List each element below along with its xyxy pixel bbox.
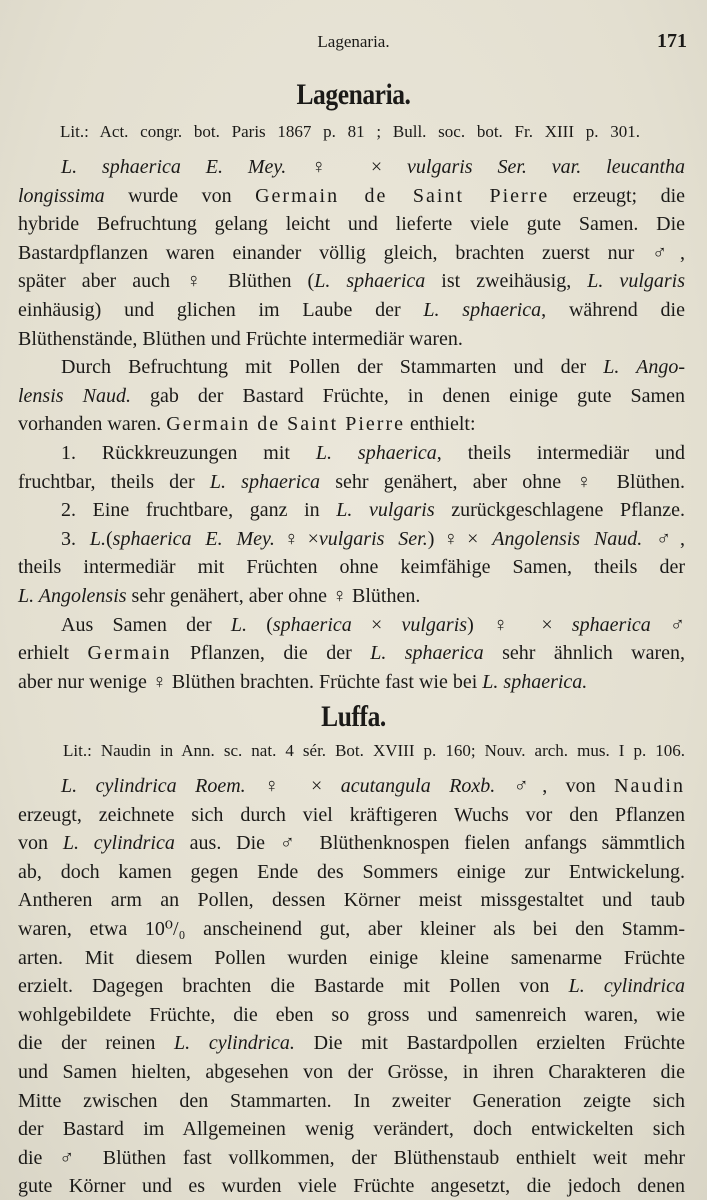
italic-text: vulgaris Ser. xyxy=(318,527,428,550)
text-run: gab der Bastard Früchte, in denen einige gute Samen xyxy=(130,384,685,407)
text-run: Antheren arm an Pollen, dessen Körner meist missgestaltet und taub xyxy=(18,889,685,912)
page-number: 171 xyxy=(657,30,687,52)
text-line xyxy=(18,1088,685,1114)
spaced-name-text: Germain de Saint Pierre xyxy=(166,413,405,436)
italic-text: lensis Naud. xyxy=(18,384,131,407)
text-run: der Bastard im Allgemeinen wenig verändert, doch entwickelten sich xyxy=(18,1118,685,1141)
section-title-luffa: Luffa. xyxy=(321,700,386,733)
text-run: erhielt xyxy=(18,642,88,665)
text-line xyxy=(18,240,685,266)
text-line xyxy=(18,469,685,495)
text-run: vorhanden waren. xyxy=(18,413,167,436)
text-run: , während die xyxy=(541,299,685,321)
text-run: Mitte zwischen den Stammarten. In zweiter Generation zeigte sich xyxy=(18,1089,685,1112)
spaced-name-text: Germain xyxy=(87,642,172,665)
running-head: Lagenaria. xyxy=(317,32,390,51)
text-run: aus. Die ♂ Blüthenknospen fielen anfangs sämmtlich xyxy=(174,832,685,855)
italic-text: L. sphaerica. xyxy=(482,670,588,693)
italic-text: L. vulgaris xyxy=(336,499,435,522)
text-line xyxy=(18,830,685,856)
italic-text: L. vulgaris xyxy=(587,270,685,293)
italic-text: sphaerica E. Mey. xyxy=(112,527,275,550)
text-run: von xyxy=(18,832,63,855)
text-line xyxy=(18,1145,685,1171)
text-run: ( xyxy=(246,613,273,636)
text-line xyxy=(18,887,685,913)
text-run: erzeugt; die xyxy=(549,184,686,207)
text-run: zurückgeschlagene Pflanze. xyxy=(434,499,685,522)
text-run: Blüthenstände, Blüthen und Früchte intermediär waren. xyxy=(18,327,463,350)
text-line xyxy=(18,411,685,437)
text-run: Bastardpflanzen waren einander völlig gleich, brachten zuerst nur ♂, xyxy=(18,241,685,264)
text-line xyxy=(18,859,685,885)
text-run: ist zweihäusig, xyxy=(425,270,588,293)
literature-reference-luffa: Lit.: Naudin in Ann. sc. nat. 4 sér. Bot. XVIII p. 160; Nouv. arch. mus. I p. 106. xyxy=(63,741,685,760)
text-line xyxy=(18,973,685,999)
text-run: die ♂ Blüthen fast vollkommen, der Blüthenstaub enthielt weit mehr xyxy=(18,1146,685,1169)
text-run: ♂, von xyxy=(495,775,615,797)
text-run: Durch Befruchtung mit Pollen der Stammarten und der xyxy=(61,356,604,379)
italic-text: L. sphaerica xyxy=(314,270,426,293)
text-run: )♀× xyxy=(427,527,493,550)
text-line xyxy=(61,526,685,552)
text-run: arten. Mit diesem Pollen wurden einige kleine samenarme Früchte xyxy=(18,946,685,969)
text-line xyxy=(61,612,685,638)
italic-text: L. sphaerica E. Mey. xyxy=(61,156,312,178)
text-run: sehr genähert, aber ohne ♀ Blüthen. xyxy=(320,470,686,493)
text-line xyxy=(61,440,685,466)
italic-text: vulgaris Ser. var. leucantha xyxy=(407,156,686,178)
spaced-name-text: Germain de Saint Pierre xyxy=(255,184,550,207)
text-run: ♂, xyxy=(642,527,686,550)
text-run: enthielt: xyxy=(405,413,476,436)
text-run: × xyxy=(351,613,402,636)
italic-text: L. xyxy=(89,527,106,550)
text-run: ♀ × xyxy=(264,775,341,797)
text-run: 1. Rückkreuzungen mit xyxy=(61,442,316,464)
text-run: erzielt. Dagegen brachten die Bastarde mit Pollen von xyxy=(18,975,569,998)
text-line xyxy=(18,669,685,695)
text-run: waren, etwa 10⁰/₀ anscheinend gut, aber kleiner als bei den Stamm- xyxy=(18,918,685,940)
text-line xyxy=(18,183,685,209)
text-line xyxy=(61,497,685,523)
text-run: ♀ × xyxy=(311,156,408,178)
text-line xyxy=(61,354,685,380)
text-run: ) ♀ × xyxy=(467,613,572,636)
text-line xyxy=(18,211,685,237)
italic-text: L. Ango- xyxy=(603,356,686,379)
text-run: aber nur wenige ♀ Blüthen brachten. Früchte fast wie bei xyxy=(18,670,483,693)
text-line xyxy=(61,154,685,180)
text-line xyxy=(18,554,685,580)
text-run: ♂ xyxy=(650,613,686,636)
text-run: sehr ähnlich waren, xyxy=(483,642,685,665)
text-line xyxy=(18,326,685,352)
text-run: wurde von xyxy=(104,184,256,207)
italic-text: Angolensis Naud. xyxy=(492,527,643,550)
italic-text: acutangula Roxb. xyxy=(340,775,496,797)
text-run: erzeugt, zeichnete sich durch viel kräftigeren Wuchs vor den Pflanzen xyxy=(18,803,685,826)
italic-text: L. cylindrica xyxy=(568,975,685,998)
text-line xyxy=(18,1002,685,1028)
text-line xyxy=(18,1173,685,1199)
text-run: und Samen hielten, abgesehen von der Grösse, in ihren Charakteren die xyxy=(18,1061,685,1083)
text-line xyxy=(18,1030,685,1056)
text-run: theils intermediär mit Früchten ohne keimfähige Samen, theils der xyxy=(18,556,685,579)
italic-text: sphaerica xyxy=(272,613,352,636)
italic-text: L. cylindrica Roem. xyxy=(61,775,265,797)
text-run: , theils intermediär und xyxy=(436,442,686,464)
text-line xyxy=(18,640,685,666)
text-line xyxy=(18,583,685,609)
text-line xyxy=(18,1116,685,1142)
italic-text: L. sphaerica xyxy=(370,642,484,665)
text-run: Pflanzen, die der xyxy=(171,642,371,665)
text-run: ( xyxy=(106,527,113,550)
text-line xyxy=(18,945,685,971)
text-line xyxy=(18,1059,685,1085)
italic-text: L. Angolensis xyxy=(18,585,127,607)
text-line xyxy=(18,268,685,294)
italic-text: sphaerica xyxy=(571,613,651,636)
text-run: ♀× xyxy=(274,527,319,550)
italic-text: L. sphaerica xyxy=(423,299,542,321)
text-run: später aber auch ♀ Blüthen ( xyxy=(18,270,315,293)
spaced-name-text: Naudin xyxy=(614,775,685,797)
text-run: 3. xyxy=(61,527,90,550)
text-run: 2. Eine fruchtbare, ganz in xyxy=(61,499,337,522)
text-run: wohlgebildete Früchte, die eben so gross und samenreich waren, wie xyxy=(18,1003,685,1026)
literature-reference-lagenaria: Lit.: Act. congr. bot. Paris 1867 p. 81 ; Bull. soc. bot. Fr. XIII p. 301. xyxy=(60,122,640,141)
text-run: Die mit Bastardpollen erzielten Früchte xyxy=(294,1032,685,1055)
text-line xyxy=(18,297,685,323)
text-run: die der reinen xyxy=(18,1032,175,1055)
text-line xyxy=(18,802,685,828)
text-line xyxy=(18,383,685,409)
text-line xyxy=(61,773,685,799)
text-run: einhäusig) und glichen im Laube der xyxy=(18,299,424,321)
italic-text: L. xyxy=(230,613,247,636)
text-run: fruchtbar, theils der xyxy=(18,470,210,493)
text-line xyxy=(18,916,685,942)
italic-text: L. sphaerica xyxy=(315,442,437,464)
text-run: Aus Samen der xyxy=(61,613,231,636)
italic-text: vulgaris xyxy=(401,613,468,636)
italic-text: L. cylindrica. xyxy=(174,1032,295,1055)
italic-text: L. sphaerica xyxy=(209,470,321,493)
text-run: ab, doch kamen gegen Ende des Sommers einige zur Entwickelung. xyxy=(18,860,685,883)
text-run: gute Körner und es wurden viele Früchte angesetzt, die jedoch denen xyxy=(18,1175,685,1198)
text-run: sehr genähert, aber ohne ♀ Blüthen. xyxy=(126,585,421,607)
italic-text: longissima xyxy=(18,184,105,207)
section-title-lagenaria: Lagenaria. xyxy=(296,78,411,111)
italic-text: L. cylindrica xyxy=(62,832,175,855)
text-run: hybride Befruchtung gelang leicht und lieferte viele gute Samen. Die xyxy=(18,213,685,236)
